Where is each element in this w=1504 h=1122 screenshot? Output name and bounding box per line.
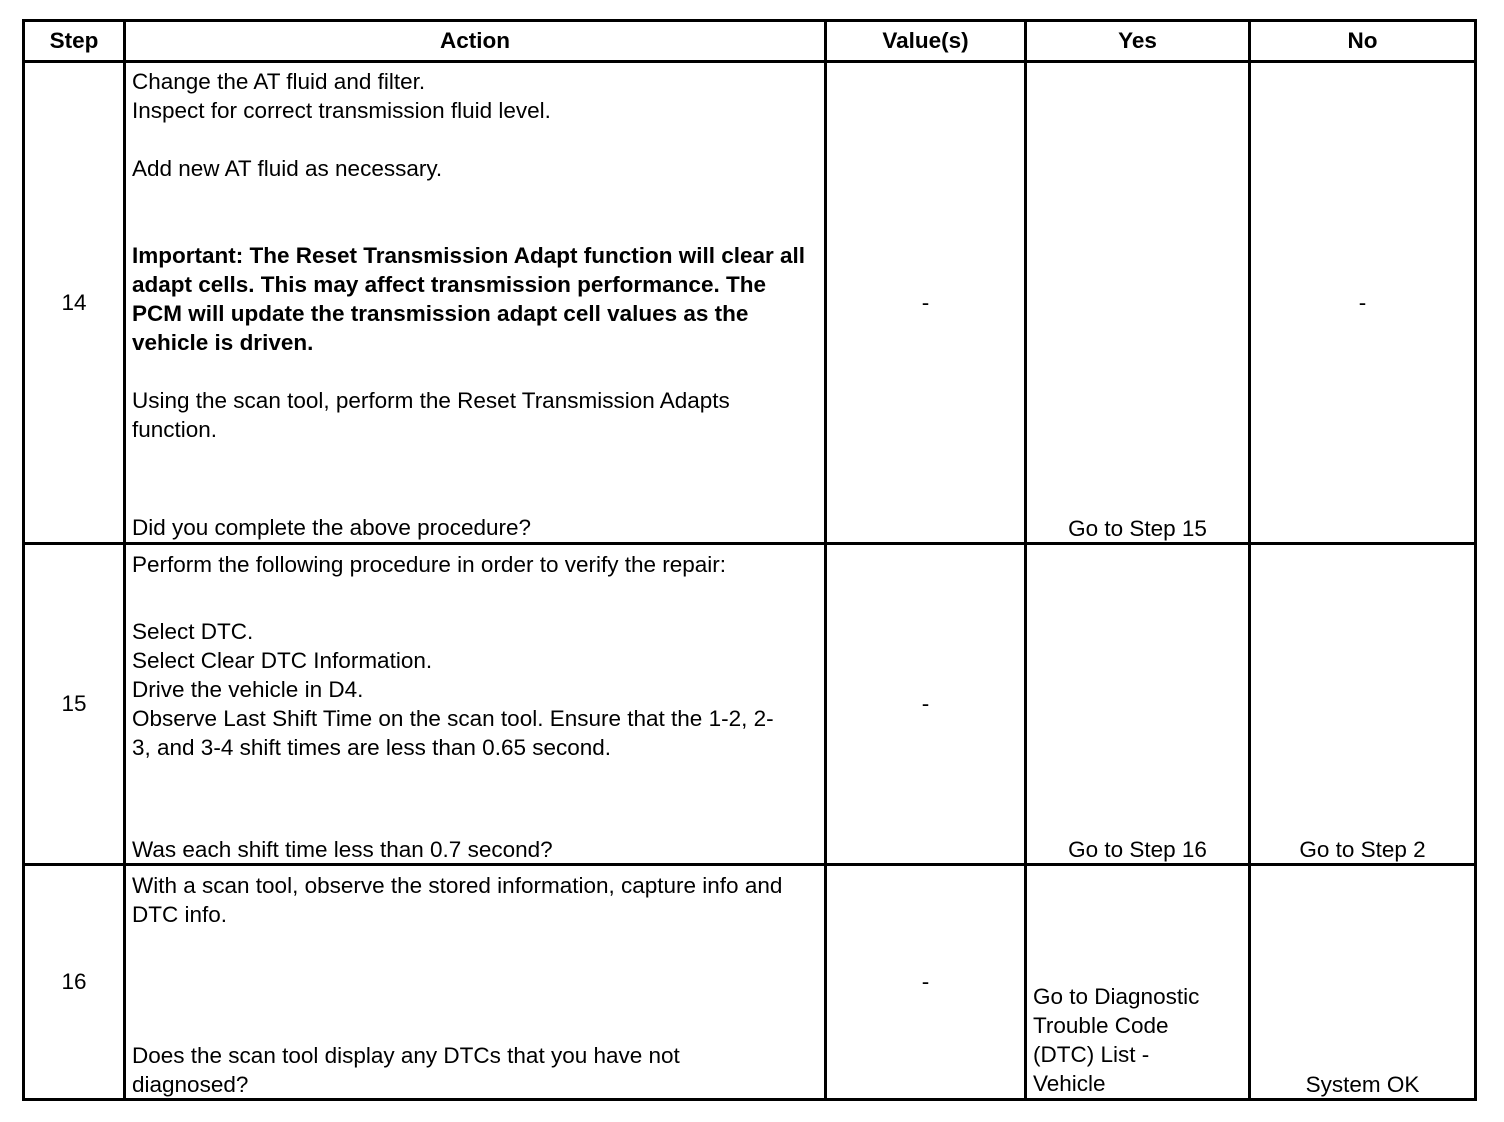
action-line: Observe Last Shift Time on the scan tool. Ensure that the 1-2, 2-3, and 3-4 shift times are less than 0.65 second. <box>132 706 774 760</box>
table-row-step-14 <box>24 62 1476 544</box>
step-number: 15 <box>24 544 125 865</box>
action-intro: Perform the following procedure in order to verify the repair: <box>132 552 727 577</box>
step-number: 16 <box>24 865 125 1100</box>
header-row <box>24 21 1476 62</box>
important-note: Important: The Reset Transmission Adapt function will clear all adapt cells. This may affect transmission performance. The PCM will update the transmission adapt cell values as the vehicle is driven. <box>132 243 812 355</box>
table-row-step-16 <box>24 865 1476 1100</box>
header-yes: Yes <box>1026 21 1250 62</box>
header-no: No <box>1250 21 1476 62</box>
diagnostic-table <box>22 19 1477 1101</box>
yes-cell <box>1026 865 1250 1100</box>
action-line: Using the scan tool, perform the Reset Transmission Adapts function. <box>132 388 737 442</box>
values-cell: - <box>826 544 1026 865</box>
action-line: Select Clear DTC Information. <box>132 648 433 673</box>
yes-link-text: Go to Diagnostic Trouble Code (DTC) List - Vehicle <box>1033 984 1206 1096</box>
action-question: Was each shift time less than 0.7 second? <box>132 837 553 862</box>
header-values: Value(s) <box>826 21 1026 62</box>
action-line: Change the AT fluid and filter. <box>132 69 426 94</box>
header-action: Action <box>125 21 826 62</box>
action-line: Drive the vehicle in D4. <box>132 677 364 702</box>
action-line: Select DTC. <box>132 619 254 644</box>
action-intro: With a scan tool, observe the stored information, capture info and DTC info. <box>132 873 789 927</box>
action-question: Did you complete the above procedure? <box>132 515 532 540</box>
action-cell <box>125 865 826 1100</box>
action-line: Inspect for correct transmission fluid level. <box>132 98 551 123</box>
table-row-step-15 <box>24 544 1476 865</box>
action-cell <box>125 544 826 865</box>
no-cell: Go to Step 2 <box>1250 544 1476 865</box>
action-question: Does the scan tool display any DTCs that you have not diagnosed? <box>132 1043 687 1097</box>
values-cell: - <box>826 62 1026 544</box>
no-cell: System OK <box>1250 865 1476 1100</box>
step-number: 14 <box>24 62 125 544</box>
yes-cell: Go to Step 15 <box>1026 62 1250 544</box>
action-cell <box>125 62 826 544</box>
header-step: Step <box>24 21 125 62</box>
no-cell: - <box>1250 62 1476 544</box>
action-line: Add new AT fluid as necessary. <box>132 156 443 181</box>
values-cell: - <box>826 865 1026 1100</box>
yes-cell: Go to Step 16 <box>1026 544 1250 865</box>
